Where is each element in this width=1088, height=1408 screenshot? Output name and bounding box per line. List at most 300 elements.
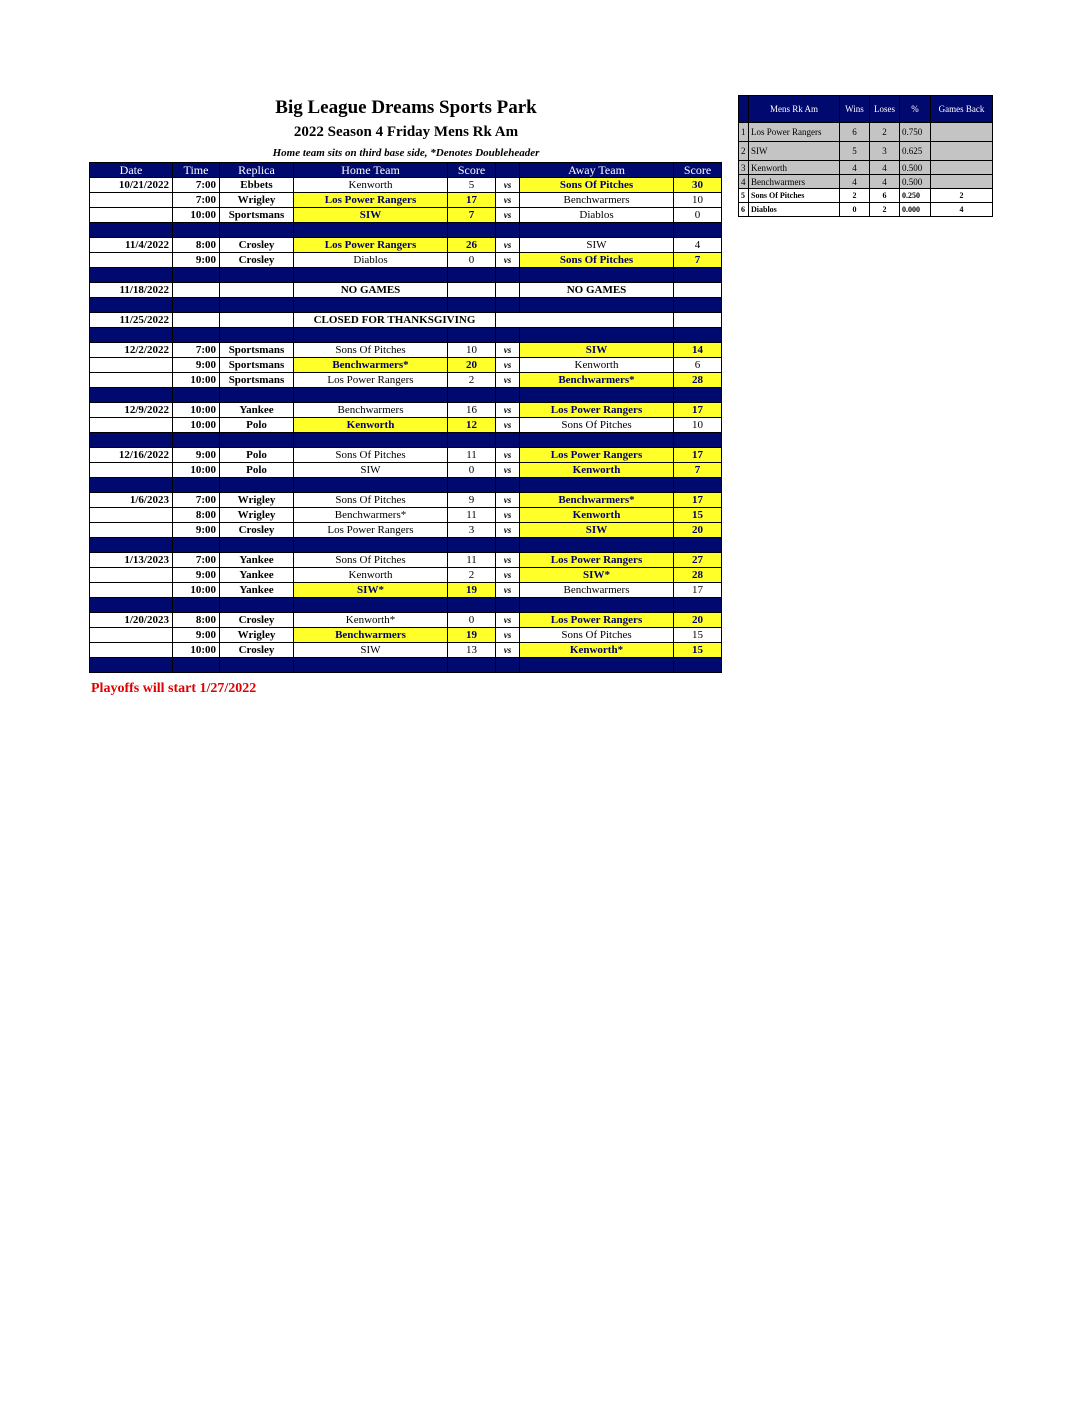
table-row bbox=[90, 178, 722, 193]
away-team: Benchwarmers bbox=[520, 583, 674, 598]
home-team: SIW bbox=[294, 208, 448, 223]
standings-pct: 0.500 bbox=[900, 161, 931, 175]
standings-loses: 2 bbox=[870, 123, 900, 142]
table-row bbox=[90, 403, 722, 418]
away-team: Benchwarmers* bbox=[520, 373, 674, 388]
col-header-date: Date bbox=[90, 163, 173, 178]
game-time: 9:00 bbox=[173, 628, 220, 643]
game-date bbox=[90, 253, 173, 268]
game-field: Crosley bbox=[220, 523, 294, 538]
game-field: Crosley bbox=[220, 613, 294, 628]
separator-cell bbox=[674, 268, 722, 283]
table-row bbox=[90, 583, 722, 598]
separator-cell bbox=[496, 268, 520, 283]
game-time: 10:00 bbox=[173, 643, 220, 658]
separator-cell bbox=[90, 478, 173, 493]
game-field: Yankee bbox=[220, 583, 294, 598]
game-date bbox=[90, 583, 173, 598]
separator-cell bbox=[220, 268, 294, 283]
away-score: 15 bbox=[674, 508, 722, 523]
separator-cell bbox=[220, 388, 294, 403]
vs-label: vs bbox=[496, 553, 520, 568]
game-field: Polo bbox=[220, 418, 294, 433]
separator-cell bbox=[294, 268, 448, 283]
home-score: 5 bbox=[448, 178, 496, 193]
away-score: 17 bbox=[674, 448, 722, 463]
game-time: 7:00 bbox=[173, 178, 220, 193]
table-row bbox=[90, 283, 722, 298]
vs-label: vs bbox=[496, 358, 520, 373]
home-team: Kenworth* bbox=[294, 613, 448, 628]
separator-cell bbox=[220, 658, 294, 673]
separator-cell bbox=[496, 433, 520, 448]
table-row bbox=[90, 643, 722, 658]
separator-cell bbox=[496, 328, 520, 343]
home-team: Kenworth bbox=[294, 178, 448, 193]
separator-cell bbox=[674, 223, 722, 238]
away-score: 10 bbox=[674, 418, 722, 433]
table-row bbox=[90, 493, 722, 508]
vs-label: vs bbox=[496, 568, 520, 583]
away-team: Sons Of Pitches bbox=[520, 178, 674, 193]
separator-cell bbox=[674, 328, 722, 343]
standings-wins-header: Wins bbox=[840, 96, 870, 123]
col-header-home-score: Score bbox=[448, 163, 496, 178]
home-team: SIW* bbox=[294, 583, 448, 598]
col-header-home-team: Home Team bbox=[294, 163, 448, 178]
game-date bbox=[90, 463, 173, 478]
game-date: 12/9/2022 bbox=[90, 403, 173, 418]
game-date bbox=[90, 643, 173, 658]
game-field: Crosley bbox=[220, 643, 294, 658]
away-score: 15 bbox=[674, 628, 722, 643]
schedule-header-row bbox=[90, 163, 722, 178]
separator-cell bbox=[674, 658, 722, 673]
home-team: NO GAMES bbox=[294, 283, 448, 298]
game-date: 12/16/2022 bbox=[90, 448, 173, 463]
away-team: Kenworth bbox=[520, 508, 674, 523]
separator-cell bbox=[173, 268, 220, 283]
game-time: 7:00 bbox=[173, 553, 220, 568]
standings-row bbox=[739, 123, 993, 142]
away-team: Kenworth bbox=[520, 358, 674, 373]
separator-cell bbox=[674, 298, 722, 313]
standings-table bbox=[738, 95, 993, 217]
separator-cell bbox=[496, 388, 520, 403]
game-time: 7:00 bbox=[173, 193, 220, 208]
away-team: Benchwarmers bbox=[520, 193, 674, 208]
home-score: 11 bbox=[448, 508, 496, 523]
game-time: 10:00 bbox=[173, 403, 220, 418]
home-score bbox=[448, 283, 496, 298]
standings-division-header: Mens Rk Am bbox=[749, 96, 840, 123]
separator-cell bbox=[496, 538, 520, 553]
game-time: 9:00 bbox=[173, 358, 220, 373]
separator-cell bbox=[173, 598, 220, 613]
game-date: 10/21/2022 bbox=[90, 178, 173, 193]
home-score: 7 bbox=[448, 208, 496, 223]
vs-label: vs bbox=[496, 448, 520, 463]
separator-cell bbox=[294, 598, 448, 613]
separator-cell bbox=[448, 658, 496, 673]
game-time: 9:00 bbox=[173, 568, 220, 583]
separator-cell bbox=[520, 268, 674, 283]
away-team: SIW* bbox=[520, 568, 674, 583]
game-field: Yankee bbox=[220, 568, 294, 583]
game-field bbox=[220, 313, 294, 328]
away-score: 0 bbox=[674, 208, 722, 223]
home-team: Sons Of Pitches bbox=[294, 553, 448, 568]
separator-row bbox=[90, 328, 722, 343]
standings-pct: 0.000 bbox=[900, 203, 931, 217]
separator-cell bbox=[90, 268, 173, 283]
away-score: 20 bbox=[674, 523, 722, 538]
home-score: 12 bbox=[448, 418, 496, 433]
game-field: Wrigley bbox=[220, 193, 294, 208]
separator-cell bbox=[448, 223, 496, 238]
table-row bbox=[90, 628, 722, 643]
separator-cell bbox=[448, 328, 496, 343]
game-time: 7:00 bbox=[173, 493, 220, 508]
standings-pct: 0.500 bbox=[900, 175, 931, 189]
game-field: Polo bbox=[220, 463, 294, 478]
separator-cell bbox=[294, 328, 448, 343]
vs-label: vs bbox=[496, 178, 520, 193]
table-row bbox=[90, 613, 722, 628]
home-score: 2 bbox=[448, 568, 496, 583]
home-team: Los Power Rangers bbox=[294, 373, 448, 388]
vs-label: vs bbox=[496, 508, 520, 523]
away-score: 6 bbox=[674, 358, 722, 373]
vs-label: vs bbox=[496, 343, 520, 358]
page-subtitle: 2022 Season 4 Friday Mens Rk Am bbox=[293, 124, 519, 140]
separator-cell bbox=[520, 658, 674, 673]
game-time: 10:00 bbox=[173, 418, 220, 433]
home-team: Benchwarmers* bbox=[294, 508, 448, 523]
separator-cell bbox=[294, 538, 448, 553]
separator-cell bbox=[448, 598, 496, 613]
game-field: Wrigley bbox=[220, 628, 294, 643]
vs-label: vs bbox=[496, 613, 520, 628]
standings-rank: 6 bbox=[739, 203, 749, 217]
away-team: Los Power Rangers bbox=[520, 403, 674, 418]
separator-cell bbox=[294, 388, 448, 403]
table-row bbox=[90, 253, 722, 268]
away-score: 20 bbox=[674, 613, 722, 628]
vs-label: vs bbox=[496, 643, 520, 658]
away-score: 4 bbox=[674, 238, 722, 253]
standings-games-back bbox=[931, 175, 993, 189]
home-score: 0 bbox=[448, 613, 496, 628]
away-team: Los Power Rangers bbox=[520, 613, 674, 628]
separator-cell bbox=[173, 388, 220, 403]
standings-pct-header: % bbox=[900, 96, 931, 123]
standings-team: Los Power Rangers bbox=[749, 123, 840, 142]
separator-cell bbox=[220, 223, 294, 238]
separator-cell bbox=[173, 478, 220, 493]
standings-body bbox=[739, 123, 993, 217]
separator-row bbox=[90, 538, 722, 553]
separator-cell bbox=[220, 538, 294, 553]
separator-cell bbox=[90, 328, 173, 343]
game-time: 7:00 bbox=[173, 343, 220, 358]
standings-row bbox=[739, 161, 993, 175]
vs-label: vs bbox=[496, 628, 520, 643]
schedule-note: Home team sits on third base side, *Denotes Doubleheader bbox=[272, 147, 540, 159]
standings-games-back: 2 bbox=[931, 189, 993, 203]
vs-label: vs bbox=[496, 403, 520, 418]
standings-rank: 1 bbox=[739, 123, 749, 142]
game-field: Wrigley bbox=[220, 493, 294, 508]
game-time: 10:00 bbox=[173, 583, 220, 598]
home-team: Sons Of Pitches bbox=[294, 448, 448, 463]
game-time: 10:00 bbox=[173, 463, 220, 478]
separator-cell bbox=[294, 478, 448, 493]
standings-row bbox=[739, 175, 993, 189]
separator-cell bbox=[90, 223, 173, 238]
separator-cell bbox=[448, 478, 496, 493]
away-score bbox=[674, 283, 722, 298]
game-field: Sportsmans bbox=[220, 373, 294, 388]
standings-loses-header: Loses bbox=[870, 96, 900, 123]
away-score bbox=[674, 313, 722, 328]
game-date: 11/4/2022 bbox=[90, 238, 173, 253]
separator-cell bbox=[294, 658, 448, 673]
away-score: 7 bbox=[674, 463, 722, 478]
game-field: Sportsmans bbox=[220, 343, 294, 358]
away-team: Los Power Rangers bbox=[520, 553, 674, 568]
away-team: SIW bbox=[520, 343, 674, 358]
game-field: Crosley bbox=[220, 253, 294, 268]
home-score: 13 bbox=[448, 643, 496, 658]
standings-wins: 4 bbox=[840, 161, 870, 175]
away-team: SIW bbox=[520, 238, 674, 253]
game-time: 10:00 bbox=[173, 373, 220, 388]
standings-wins: 2 bbox=[840, 189, 870, 203]
away-team: NO GAMES bbox=[520, 283, 674, 298]
separator-cell bbox=[448, 388, 496, 403]
away-team: Kenworth bbox=[520, 463, 674, 478]
game-date bbox=[90, 373, 173, 388]
game-date: 1/20/2023 bbox=[90, 613, 173, 628]
table-row bbox=[90, 448, 722, 463]
game-field: Polo bbox=[220, 448, 294, 463]
standings-loses: 2 bbox=[870, 203, 900, 217]
separator-cell bbox=[520, 388, 674, 403]
separator-cell bbox=[173, 298, 220, 313]
vs-label bbox=[496, 283, 520, 298]
home-team: SIW bbox=[294, 643, 448, 658]
standings-rank: 2 bbox=[739, 142, 749, 161]
separator-cell bbox=[674, 598, 722, 613]
standings-pct: 0.625 bbox=[900, 142, 931, 161]
separator-cell bbox=[674, 478, 722, 493]
game-date bbox=[90, 568, 173, 583]
separator-cell bbox=[448, 298, 496, 313]
separator-cell bbox=[496, 478, 520, 493]
home-score: 3 bbox=[448, 523, 496, 538]
separator-cell bbox=[496, 658, 520, 673]
standings-rank: 4 bbox=[739, 175, 749, 189]
standings-wins: 0 bbox=[840, 203, 870, 217]
away-team: Kenworth* bbox=[520, 643, 674, 658]
separator-cell bbox=[173, 328, 220, 343]
separator-cell bbox=[520, 478, 674, 493]
table-row bbox=[90, 508, 722, 523]
away-score: 14 bbox=[674, 343, 722, 358]
separator-cell bbox=[173, 538, 220, 553]
home-score: 26 bbox=[448, 238, 496, 253]
standings-gb-header: Games Back bbox=[931, 96, 993, 123]
separator-cell bbox=[294, 433, 448, 448]
home-score: 2 bbox=[448, 373, 496, 388]
separator-cell bbox=[173, 658, 220, 673]
away-team: SIW bbox=[520, 523, 674, 538]
game-date bbox=[90, 523, 173, 538]
home-score: 17 bbox=[448, 193, 496, 208]
separator-cell bbox=[448, 538, 496, 553]
col-header-away-team: Away Team bbox=[520, 163, 674, 178]
standings-rank: 5 bbox=[739, 189, 749, 203]
standings-games-back bbox=[931, 161, 993, 175]
standings-team: Sons Of Pitches bbox=[749, 189, 840, 203]
separator-row bbox=[90, 223, 722, 238]
game-date bbox=[90, 418, 173, 433]
separator-row bbox=[90, 598, 722, 613]
table-row bbox=[90, 373, 722, 388]
home-team: Los Power Rangers bbox=[294, 238, 448, 253]
game-time: 9:00 bbox=[173, 523, 220, 538]
separator-row bbox=[90, 658, 722, 673]
home-score: 11 bbox=[448, 553, 496, 568]
game-field: Sportsmans bbox=[220, 208, 294, 223]
away-score: 17 bbox=[674, 493, 722, 508]
table-row bbox=[90, 568, 722, 583]
standings-loses: 4 bbox=[870, 175, 900, 189]
page-title: Big League Dreams Sports Park bbox=[275, 97, 537, 118]
home-score: 19 bbox=[448, 628, 496, 643]
home-score: 19 bbox=[448, 583, 496, 598]
game-field: Crosley bbox=[220, 238, 294, 253]
standings-team: Benchwarmers bbox=[749, 175, 840, 189]
separator-row bbox=[90, 298, 722, 313]
home-team: Kenworth bbox=[294, 568, 448, 583]
separator-cell bbox=[674, 433, 722, 448]
standings-row bbox=[739, 189, 993, 203]
separator-cell bbox=[294, 298, 448, 313]
separator-cell bbox=[173, 223, 220, 238]
game-field: Yankee bbox=[220, 403, 294, 418]
separator-cell bbox=[496, 298, 520, 313]
table-row bbox=[90, 523, 722, 538]
table-row bbox=[90, 553, 722, 568]
standings-pct: 0.250 bbox=[900, 189, 931, 203]
standings-loses: 4 bbox=[870, 161, 900, 175]
away-score: 17 bbox=[674, 583, 722, 598]
home-team: Diablos bbox=[294, 253, 448, 268]
table-row bbox=[90, 208, 722, 223]
separator-cell bbox=[520, 433, 674, 448]
game-time: 8:00 bbox=[173, 508, 220, 523]
separator-cell bbox=[173, 433, 220, 448]
vs-label: vs bbox=[496, 208, 520, 223]
separator-cell bbox=[90, 388, 173, 403]
separator-cell bbox=[90, 658, 173, 673]
vs-label: vs bbox=[496, 523, 520, 538]
separator-row bbox=[90, 388, 722, 403]
standings-header-row bbox=[739, 96, 993, 123]
away-team: Los Power Rangers bbox=[520, 448, 674, 463]
standings-team: Kenworth bbox=[749, 161, 840, 175]
game-time: 9:00 bbox=[173, 448, 220, 463]
vs-label: vs bbox=[496, 493, 520, 508]
home-team: Kenworth bbox=[294, 418, 448, 433]
table-row bbox=[90, 358, 722, 373]
separator-cell bbox=[90, 298, 173, 313]
table-row bbox=[90, 313, 722, 328]
separator-cell bbox=[220, 433, 294, 448]
home-score: 10 bbox=[448, 343, 496, 358]
standings-row bbox=[739, 142, 993, 161]
away-score: 15 bbox=[674, 643, 722, 658]
separator-cell bbox=[520, 223, 674, 238]
away-team: Benchwarmers* bbox=[520, 493, 674, 508]
schedule-body bbox=[90, 178, 722, 673]
standings-team: Diablos bbox=[749, 203, 840, 217]
standings-wins: 5 bbox=[840, 142, 870, 161]
game-date bbox=[90, 193, 173, 208]
vs-label: vs bbox=[496, 583, 520, 598]
standings-games-back: 4 bbox=[931, 203, 993, 217]
game-date bbox=[90, 208, 173, 223]
away-score: 30 bbox=[674, 178, 722, 193]
away-team: Diablos bbox=[520, 208, 674, 223]
standings-loses: 6 bbox=[870, 189, 900, 203]
away-team: Sons Of Pitches bbox=[520, 253, 674, 268]
separator-cell bbox=[220, 298, 294, 313]
game-field: Sportsmans bbox=[220, 358, 294, 373]
away-score: 28 bbox=[674, 373, 722, 388]
separator-cell bbox=[294, 223, 448, 238]
separator-cell bbox=[448, 268, 496, 283]
col-header-away-score: Score bbox=[674, 163, 722, 178]
vs-label: vs bbox=[496, 238, 520, 253]
game-field: Wrigley bbox=[220, 508, 294, 523]
separator-cell bbox=[674, 538, 722, 553]
separator-cell bbox=[220, 328, 294, 343]
home-team: Benchwarmers* bbox=[294, 358, 448, 373]
separator-cell bbox=[220, 478, 294, 493]
game-date: 1/6/2023 bbox=[90, 493, 173, 508]
away-team: Sons Of Pitches bbox=[520, 418, 674, 433]
game-field: Ebbets bbox=[220, 178, 294, 193]
separator-row bbox=[90, 478, 722, 493]
away-score: 7 bbox=[674, 253, 722, 268]
schedule-table bbox=[89, 162, 722, 673]
table-row bbox=[90, 193, 722, 208]
away-team: Sons Of Pitches bbox=[520, 628, 674, 643]
home-score: 9 bbox=[448, 493, 496, 508]
game-date: 12/2/2022 bbox=[90, 343, 173, 358]
game-date: 1/13/2023 bbox=[90, 553, 173, 568]
away-score: 17 bbox=[674, 403, 722, 418]
separator-cell bbox=[520, 328, 674, 343]
standings-team: SIW bbox=[749, 142, 840, 161]
col-header-replica: Replica bbox=[220, 163, 294, 178]
separator-cell bbox=[496, 223, 520, 238]
game-field: Yankee bbox=[220, 553, 294, 568]
game-date: 11/25/2022 bbox=[90, 313, 173, 328]
